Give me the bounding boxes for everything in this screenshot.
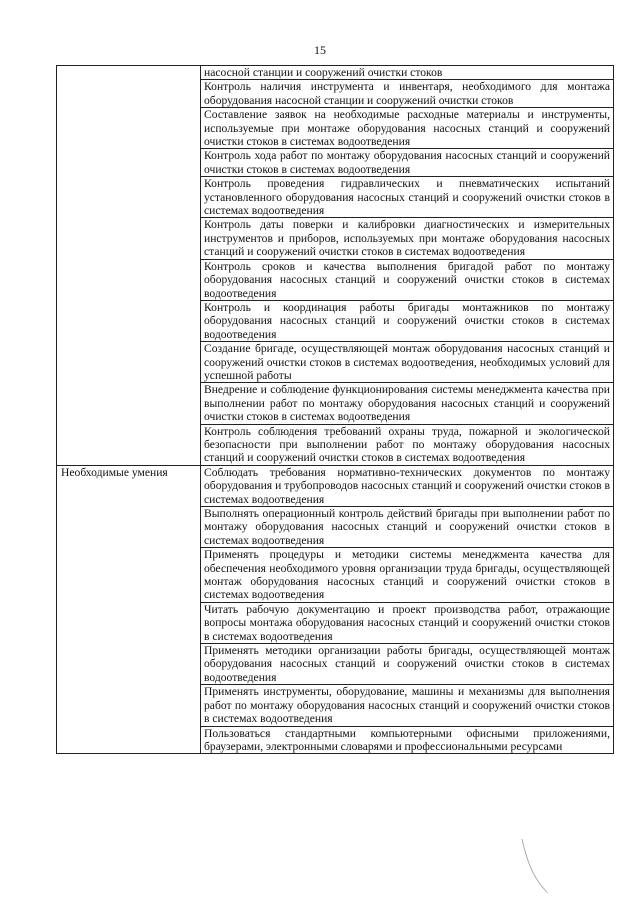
table-row [57, 465, 614, 506]
row-text-cell: Контроль наличия инструмента и инвентаря, необходимого для монтажа оборудования насосной станции и сооружений очистки стоков [201, 80, 614, 108]
row-text-cell: Применять инструменты, оборудование, машины и механизмы для выполнения работ по монтажу оборудования насосных станций и сооружений очистки стоков в системах водоотведения [201, 685, 614, 726]
row-text-cell: Соблюдать требования нормативно-технических документов по монтажу оборудования и трубопроводов насосных станций и сооружений очистки стоков в системах водоотведения [201, 465, 614, 506]
row-text-cell: Контроль сроков и качества выполнения бригадой работ по монтажу оборудования насосных станций и сооружений очистки стоков в системах водоотведения [201, 259, 614, 300]
row-text-cell: Применять процедуры и методики системы менеджмента качества для обеспечения необходимого уровня организации труда бригады, осуществляющей монтаж оборудования насосных станций и сооружений очистки стоков в системах водоотведения [201, 548, 614, 603]
requirements-table [56, 65, 614, 754]
row-text-cell: насосной станции и сооружений очистки стоков [201, 66, 614, 80]
row-label-cell [57, 66, 201, 466]
row-text-cell: Применять методики организации работы бригады, осуществляющей монтаж оборудования насосных станций и сооружений очистки стоков в системах водоотведения [201, 644, 614, 685]
row-text-cell: Контроль проведения гидравлических и пневматических испытаний установленного оборудования насосных станций и сооружений очистки стоков в системах водоотведения [201, 177, 614, 218]
row-text-cell: Контроль соблюдения требований охраны труда, пожарной и экологической безопасности при выполнении работ по монтажу оборудования насосных станций и сооружений очистки стоков в системах водоотведения [201, 424, 614, 465]
row-text-cell: Внедрение и соблюдение функционирования системы менеджмента качества при выполнении работ по монтажу оборудования насосных станций и сооружений очистки стоков в системах водоотведения [201, 383, 614, 424]
table-row [57, 66, 614, 80]
row-text-cell: Создание бригаде, осуществляющей монтаж оборудования насосных станций и сооружений очистки стоков в системах водоотведения, необходимых условий для успешной работы [201, 342, 614, 383]
row-text-cell: Контроль и координация работы бригады монтажников по монтажу оборудования насосных станций и сооружений очистки стоков в системах водоотведения [201, 300, 614, 341]
row-text-cell: Пользоваться стандартными компьютерными офисными приложениями, браузерами, электронными словарями и профессиональными ресурсами [201, 726, 614, 754]
row-text-cell: Составление заявок на необходимые расходные материалы и инструменты, используемые при монтаже оборудования насосных станций и сооружений очистки стоков в системах водоотведения [201, 108, 614, 149]
row-text-cell: Контроль хода работ по монтажу оборудования насосных станций и сооружений очистки стоков в системах водоотведения [201, 149, 614, 177]
row-text-cell: Читать рабочую документацию и проект производства работ, отражающие вопросы монтажа оборудования насосных станций и сооружений очистки стоков в системах водоотведения [201, 602, 614, 643]
pen-mark [520, 837, 550, 895]
row-text-cell: Выполнять операционный контроль действий бригады при выполнении работ по монтажу оборудования насосных станций и сооружений очистки стоков в системах водоотведения [201, 507, 614, 548]
section-label-skills: Необходимые умения [57, 465, 201, 754]
row-text-cell: Контроль даты поверки и калибровки диагностических и измерительных инструментов и приборов, используемых при монтаже оборудования насосных станций и сооружений очистки стоков в системах водоотведения [201, 218, 614, 259]
page-number: 15 [314, 43, 326, 57]
